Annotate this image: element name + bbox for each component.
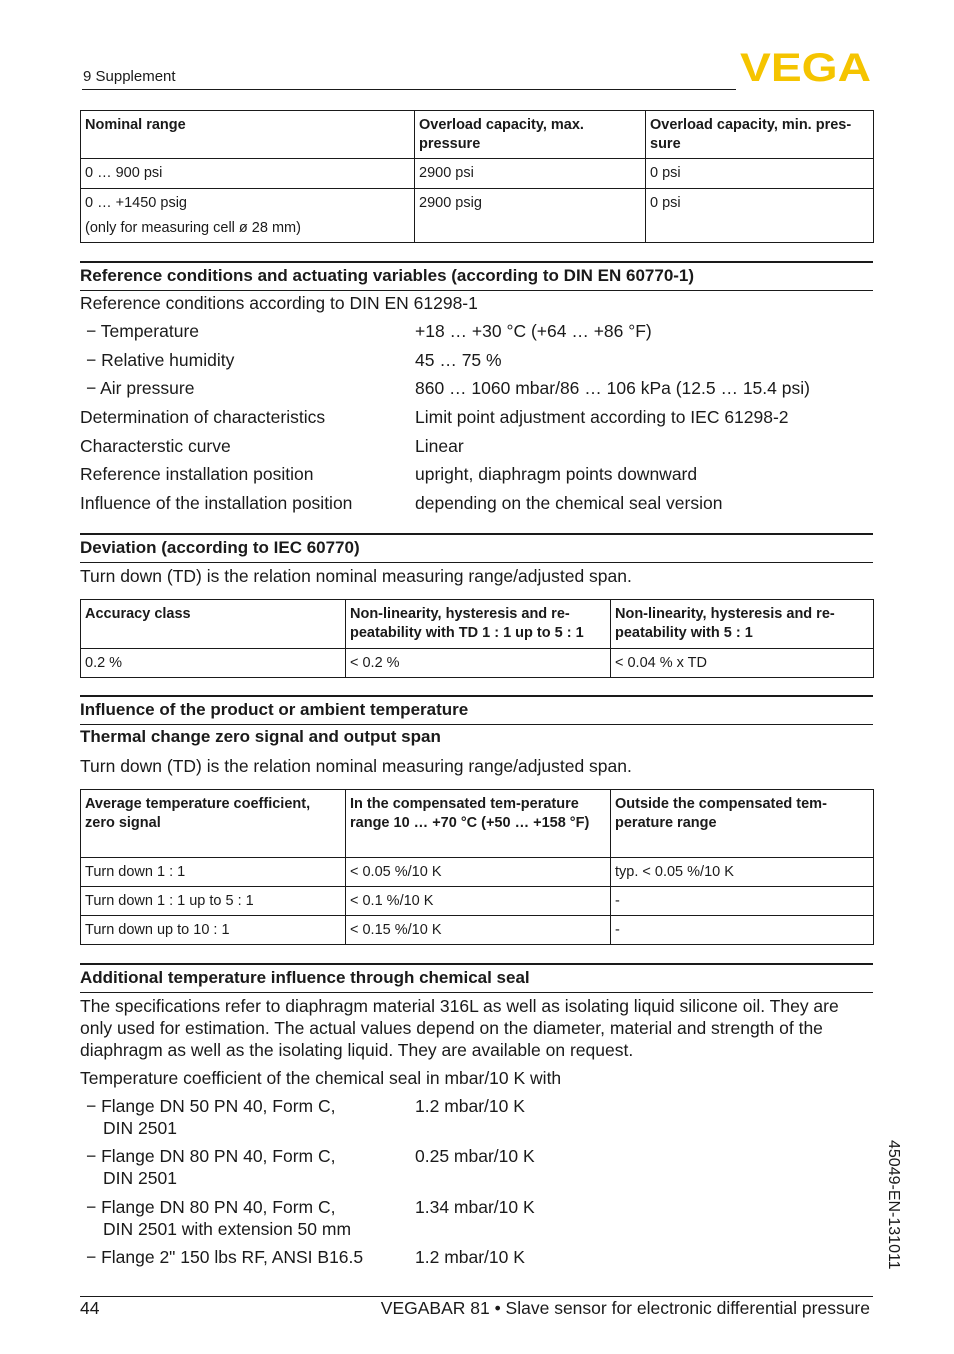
- col-header-avg-temp-coeff: Average temperature coefficient, zero signal: [81, 790, 346, 858]
- col-header-nonlinearity-5: Non-linearity, hysteresis and re-peatability with 5 : 1: [611, 600, 874, 649]
- table-cell: < 0.04 % x TD: [611, 649, 874, 678]
- section-rule: [80, 992, 873, 993]
- table-cell: < 0.05 %/10 K: [346, 858, 611, 887]
- col-header-compensated-range: In the compensated tem-perature range 10 … +70 °C (+50 … +158 °F): [346, 790, 611, 858]
- table-cell: < 0.15 %/10 K: [346, 916, 611, 945]
- col-header-overload-min: Overload capacity, min. pres-sure: [646, 111, 874, 159]
- seal-item-value: 1.2 mbar/10 K: [415, 1247, 525, 1267]
- seal-item-label: − Flange 2" 150 lbs RF, ANSI B16.5: [86, 1247, 364, 1267]
- header-rule: [82, 89, 736, 90]
- table-cell: 0 psi: [646, 189, 874, 243]
- col-header-overload-max: Overload capacity, max. pressure: [415, 111, 646, 159]
- document-id: 45049-EN-131011: [885, 1140, 902, 1270]
- ref-sub-label: − Air pressure: [86, 378, 195, 398]
- cell-note: (only for measuring cell ø 28 mm): [85, 220, 301, 236]
- table-cell: < 0.1 %/10 K: [346, 887, 611, 916]
- cell-value: 0 … +1450 psig: [85, 195, 187, 211]
- ref-sub-value: 860 … 1060 mbar/86 … 106 kPa (12.5 … 15.4 psi): [415, 378, 810, 398]
- page-number: 44: [80, 1298, 100, 1318]
- deviation-table: [80, 599, 874, 678]
- table-cell: [81, 189, 415, 243]
- table-row: [81, 916, 874, 945]
- influence-heading: Influence of the product or ambient temperature: [80, 700, 469, 719]
- seal-item-value: 1.34 mbar/10 K: [415, 1197, 535, 1217]
- ref-item-value: upright, diaphragm points downward: [415, 464, 698, 484]
- overload-table: [80, 110, 874, 243]
- section-rule: [80, 695, 873, 697]
- ref-item-value: Linear: [415, 436, 464, 456]
- reference-heading: Reference conditions and actuating variables (according to DIN EN 60770-1): [80, 266, 695, 285]
- seal-item-label: − Flange DN 80 PN 40, Form C,: [86, 1146, 336, 1166]
- ref-item-label: Reference installation position: [80, 464, 314, 484]
- deviation-intro: Turn down (TD) is the relation nominal measuring range/adjusted span.: [80, 566, 632, 586]
- reference-intro: Reference conditions according to DIN EN 61298-1: [80, 293, 478, 313]
- section-rule: [80, 261, 873, 263]
- seal-item-value: 1.2 mbar/10 K: [415, 1096, 525, 1116]
- table-cell: -: [611, 916, 874, 945]
- col-header-accuracy-class: Accuracy class: [81, 600, 346, 649]
- chemical-seal-intro: Temperature coefficient of the chemical seal in mbar/10 K with: [80, 1068, 562, 1088]
- seal-item-label-cont: DIN 2501: [103, 1118, 177, 1138]
- deviation-heading: Deviation (according to IEC 60770): [80, 538, 360, 557]
- table-cell: 2900 psi: [415, 159, 646, 189]
- section-rule: [80, 724, 873, 725]
- table-row: [81, 159, 874, 189]
- ref-sub-label: − Temperature: [86, 321, 200, 341]
- table-cell: -: [611, 887, 874, 916]
- seal-item-label-cont: DIN 2501: [103, 1168, 177, 1188]
- thermal-change-heading: Thermal change zero signal and output span: [80, 727, 441, 746]
- influence-intro: Turn down (TD) is the relation nominal measuring range/adjusted span.: [80, 756, 632, 776]
- table-row: [81, 649, 874, 678]
- table-cell: typ. < 0.05 %/10 K: [611, 858, 874, 887]
- thermal-table: [80, 789, 874, 945]
- seal-item-value: 0.25 mbar/10 K: [415, 1146, 535, 1166]
- table-cell: Turn down 1 : 1: [81, 858, 346, 887]
- seal-item-label: − Flange DN 50 PN 40, Form C,: [86, 1096, 336, 1116]
- chemical-seal-paragraph: The specifications refer to diaphragm material 316L as well as isolating liquid silicone oil. They are only used for estimation. The actual values depend on the diameter, material and strength of the diaphragm as well as the isolating liquid. They are available on request.: [80, 996, 839, 1060]
- table-cell: Turn down 1 : 1 up to 5 : 1: [81, 887, 346, 916]
- ref-item-label: Determination of characteristics: [80, 407, 326, 427]
- vega-logo: [740, 50, 872, 84]
- footer-rule: [80, 1296, 873, 1297]
- table-cell: 0 … 900 psi: [81, 159, 415, 189]
- ref-sub-value: 45 … 75 %: [415, 350, 502, 370]
- table-cell: 0.2 %: [81, 649, 346, 678]
- table-cell: Turn down up to 10 : 1: [81, 916, 346, 945]
- col-header-nonlinearity-td1-5: Non-linearity, hysteresis and re-peatability with TD 1 : 1 up to 5 : 1: [346, 600, 611, 649]
- vega-logo-text: VEGA: [740, 50, 871, 84]
- section-rule: [80, 290, 873, 291]
- table-cell: < 0.2 %: [346, 649, 611, 678]
- ref-item-label: Influence of the installation position: [80, 493, 353, 513]
- table-row: [81, 858, 874, 887]
- section-label: 9 Supplement: [83, 68, 176, 85]
- table-row: [81, 887, 874, 916]
- section-rule: [80, 963, 873, 965]
- col-header-outside-compensated: Outside the compensated tem-perature range: [611, 790, 874, 858]
- ref-sub-label: − Relative humidity: [86, 350, 235, 370]
- footer-title: VEGABAR 81 • Slave sensor for electronic differential pressure: [380, 1298, 870, 1318]
- ref-item-label: Characterstic curve: [80, 436, 231, 456]
- seal-item-label-cont: DIN 2501 with extension 50 mm: [103, 1219, 352, 1239]
- table-cell: 0 psi: [646, 159, 874, 189]
- chemical-seal-heading: Additional temperature influence through chemical seal: [80, 968, 530, 987]
- col-header-nominal-range: Nominal range: [81, 111, 415, 159]
- ref-item-value: Limit point adjustment according to IEC 61298-2: [415, 407, 789, 427]
- table-row: [81, 189, 874, 243]
- seal-item-label: − Flange DN 80 PN 40, Form C,: [86, 1197, 336, 1217]
- ref-sub-value: +18 … +30 °C (+64 … +86 °F): [415, 321, 652, 341]
- section-rule: [80, 562, 873, 563]
- section-rule: [80, 533, 873, 535]
- table-cell: 2900 psig: [415, 189, 646, 243]
- ref-item-value: depending on the chemical seal version: [415, 493, 723, 513]
